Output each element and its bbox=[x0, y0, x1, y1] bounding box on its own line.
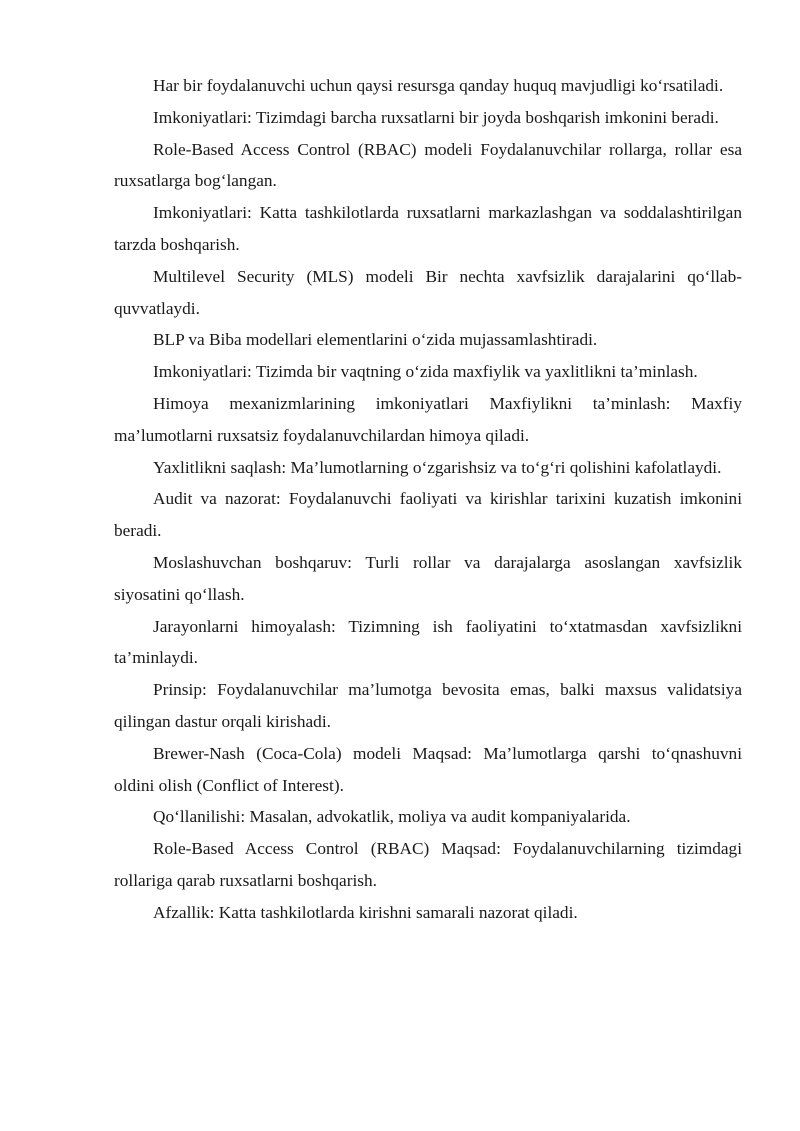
paragraph-mls-capabilities: Imkoniyatlari: Tizimda bir vaqtning o‘zida maxfiylik va yaxlitlikni ta’minlash. bbox=[153, 362, 698, 382]
paragraph-flexible-management: Moslashuvchan boshqaruv: Turli rollar va darajalarga asoslangan xavfsizlik siyosatini qo‘llash. bbox=[114, 552, 742, 604]
paragraph-process-protection: Jarayonlarni himoyalash: Tizimning ish faoliyatini to‘xtatmasdan xavfsizlikni ta’minlaydi. bbox=[114, 616, 742, 668]
paragraph-mls-model: Multilevel Security (MLS) modeli Bir nechta xavfsizlik darajalarini qo‘llab-quvvatlaydi. bbox=[114, 266, 742, 318]
document-page bbox=[114, 70, 742, 929]
paragraph-rbac-advantage: Afzallik: Katta tashkilotlarda kirishni samarali nazorat qiladi. bbox=[153, 902, 578, 922]
paragraph-rights-per-resource: Har bir foydalanuvchi uchun qaysi resursga qanday huquq mavjudligi ko‘rsatiladi. bbox=[153, 76, 724, 95]
paragraph-brewer-nash: Brewer-Nash (Coca-Cola) modeli Maqsad: Ma’lumotlarga qarshi to‘qnashuvni oldini olish (Conflict of Interest). bbox=[114, 743, 742, 795]
paragraph-principle: Prinsip: Foydalanuvchilar ma’lumotga bevosita emas, balki maxsus validatsiya qilingan dastur orqali kirishadi. bbox=[114, 680, 742, 731]
paragraph-brewer-nash-usage: Qo‘llanilishi: Masalan, advokatlik, moliya va audit kompaniyalarida. bbox=[153, 807, 631, 827]
paragraph-integrity: Yaxlitlikni saqlash: Ma’lumotlarning o‘zgarishsiz va to‘g‘ri qolishini kafolatlaydi. bbox=[153, 457, 722, 477]
paragraph-acl-capabilities: Imkoniyatlari: Tizimdagi barcha ruxsatlarni bir joyda boshqarish imkonini beradi. bbox=[153, 107, 719, 127]
paragraph-blp-biba: BLP va Biba modellari elementlarini o‘zida mujassamlashtiradi. bbox=[153, 330, 598, 350]
paragraph-rbac-goal: Role-Based Access Control (RBAC) Maqsad: Foydalanuvchilarning tizimdagi rollariga qarab ruxsatlarni boshqarish. bbox=[114, 839, 742, 890]
paragraph-rbac-capabilities: Imkoniyatlari: Katta tashkilotlarda ruxsatlarni markazlashgan va soddalashtirilgan tarzda boshqarish. bbox=[114, 203, 742, 254]
paragraph-audit: Audit va nazorat: Foydalanuvchi faoliyati va kirishlar tarixini kuzatish imkonini beradi. bbox=[114, 489, 742, 541]
paragraph-rbac-model: Role-Based Access Control (RBAC) modeli Foydalanuvchilar rollarga, rollar esa ruxsatlarga bog‘langan. bbox=[114, 139, 742, 191]
paragraph-confidentiality: Himoya mexanizmlarining imkoniyatlari Maxfiylikni ta’minlash: Maxfiy ma’lumotlarni ruxsatsiz foydalanuvchilardan himoya qiladi. bbox=[114, 393, 742, 445]
